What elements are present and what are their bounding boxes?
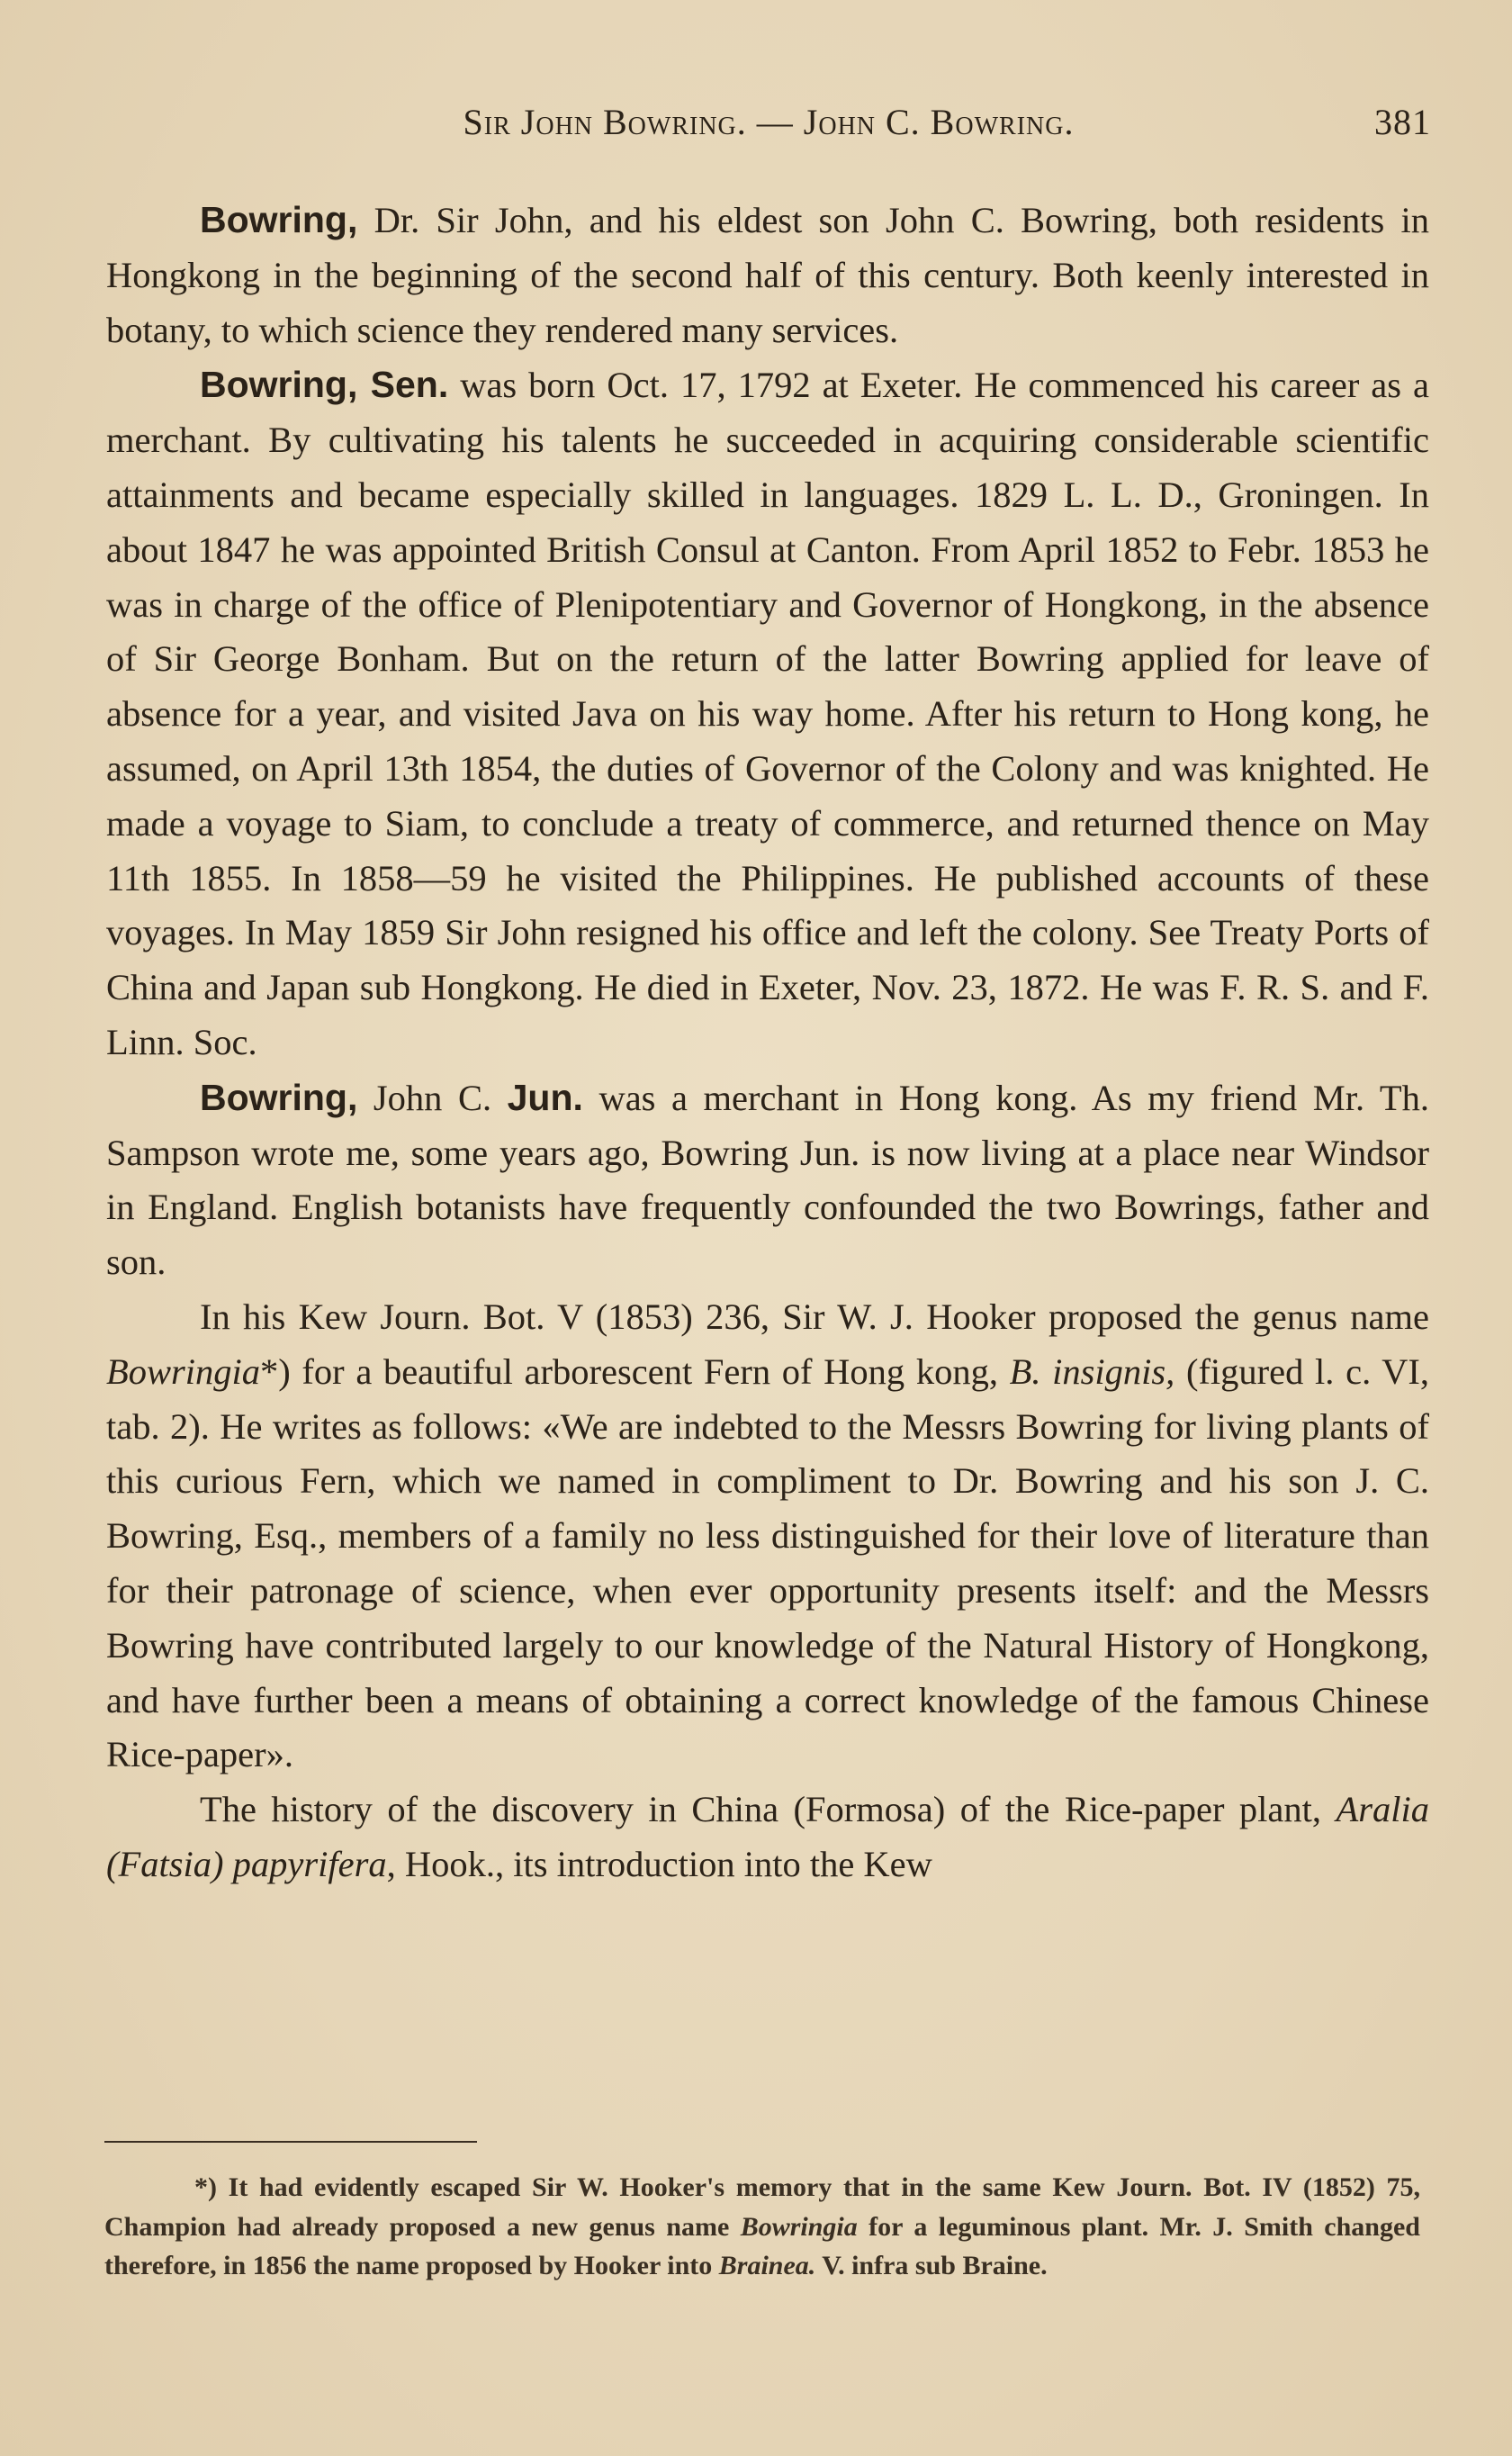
paragraph-bowring-jun — [106, 1070, 1429, 1290]
footnote-text: for a leguminous plant. Mr. J. Smith changed therefore, in 1856 the name proposed by Hooker into — [104, 2211, 1420, 2280]
taxon-name: B. insignis, — [1009, 1350, 1175, 1392]
entry-name: Bowring, — [200, 199, 358, 240]
footnote-rule — [104, 2141, 477, 2143]
entry-name: Bowring, — [200, 1076, 358, 1118]
taxon-name: Aralia (Fatsia) papyrifera — [106, 1789, 1429, 1884]
footnote-text: *) It had evidently escaped Sir W. Hooker's memory that in the same Kew Journ. Bot. IV (1852) 75, Champion had already proposed a new genus name — [104, 2172, 1420, 2242]
paragraph-text: (figured l. c. VI, tab. 2). He writes as follows: «We are indebted to the Messrs Bowring for living plants of this curious Fern, which we named in compliment to Dr. Bowring and his son J. C. Bowring, Esq., members of a family no less distinguished for their love of literature than for their patronage of science, when ever opportunity presents itself: and the Messrs Bowring have contributed largely to our knowledge of the Natural History of Hongkong, and have further been a means of obtaining a correct knowledge of the famous Chinese Rice-paper». — [106, 1350, 1429, 1775]
running-head — [106, 101, 1431, 155]
paragraph-rice-paper — [106, 1783, 1429, 1892]
running-title: Sir John Bowring. — John C. Bowring. — [463, 102, 1075, 142]
paragraph-text: was born Oct. 17, 1792 at Exeter. He commenced his career as a merchant. By cultivating his talents he succeeded in acquiring considerable scientific attainments and became especially skilled in languages. 1829 L. L. D., Groningen. In about 1847 he was appointed British Consul at Canton. From April 1852 to Febr. 1853 he was in charge of the office of Plenipotentiary and Governor of Hongkong, in the absence of Sir George Bonham. But on the return of the latter Bowring applied for leave of absence for a year, and visited Java on his way home. After his return to Hong kong, he assumed, on April 13th 1854, the duties of Governor of the Colony and was knighted. He made a voyage to Siam, to conclude a treaty of commerce, and returned thence on May 11th 1855. In 1858—59 he visited the Philippines. He published accounts of these voyages. In May 1859 Sir John resigned his office and left the colony. See Treaty Ports of China and Japan sub Hongkong. He died in Exeter, Nov. 23, 1872. He was F. R. S. and F. Linn. Soc. — [106, 365, 1429, 1062]
paragraph-text: was a merchant in Hong kong. As my friend Mr. Th. Sampson wrote me, some years ago, Bowring Jun. is now living at a place near Windsor in England. English botanists have frequently confounded the two Bowrings, father and son. — [106, 1077, 1429, 1283]
entry-name: Bowring, Sen. — [200, 364, 449, 406]
body-text — [106, 193, 1429, 1892]
paragraph-bowring-sen — [106, 357, 1429, 1070]
entry-name: Jun. — [507, 1076, 583, 1118]
footnote-text: V. infra sub Braine. — [815, 2251, 1048, 2280]
page-number: 381 — [1374, 102, 1431, 142]
taxon-name: Brainea. — [718, 2251, 816, 2280]
footnotes — [104, 2168, 1420, 2286]
paragraph-text: John C. — [357, 1077, 508, 1118]
paragraph-text: *) for a beautiful arborescent Fern of Hong kong, — [260, 1350, 1010, 1392]
paragraph-text: In his Kew Journ. Bot. V (1853) 236, Sir W. J. Hooker proposed the genus name — [200, 1296, 1429, 1337]
footnote — [104, 2168, 1420, 2286]
taxon-name: Bowringia — [740, 2211, 858, 2242]
paragraph-hooker-genus — [106, 1290, 1429, 1783]
paragraph-text: The history of the discovery in China (Formosa) of the Rice-paper plant, — [200, 1789, 1336, 1830]
taxon-name: Bowringia — [106, 1350, 261, 1392]
paragraph-text: Dr. Sir John, and his eldest son John C. Bowring, both residents in Hongkong in the beginning of the second half of this century. Both keenly interested in botany, to which science they rendered many services. — [106, 200, 1429, 350]
paragraph-text: , Hook., its introduction into the Kew — [386, 1843, 932, 1884]
paragraph-bowring-intro — [106, 193, 1429, 357]
